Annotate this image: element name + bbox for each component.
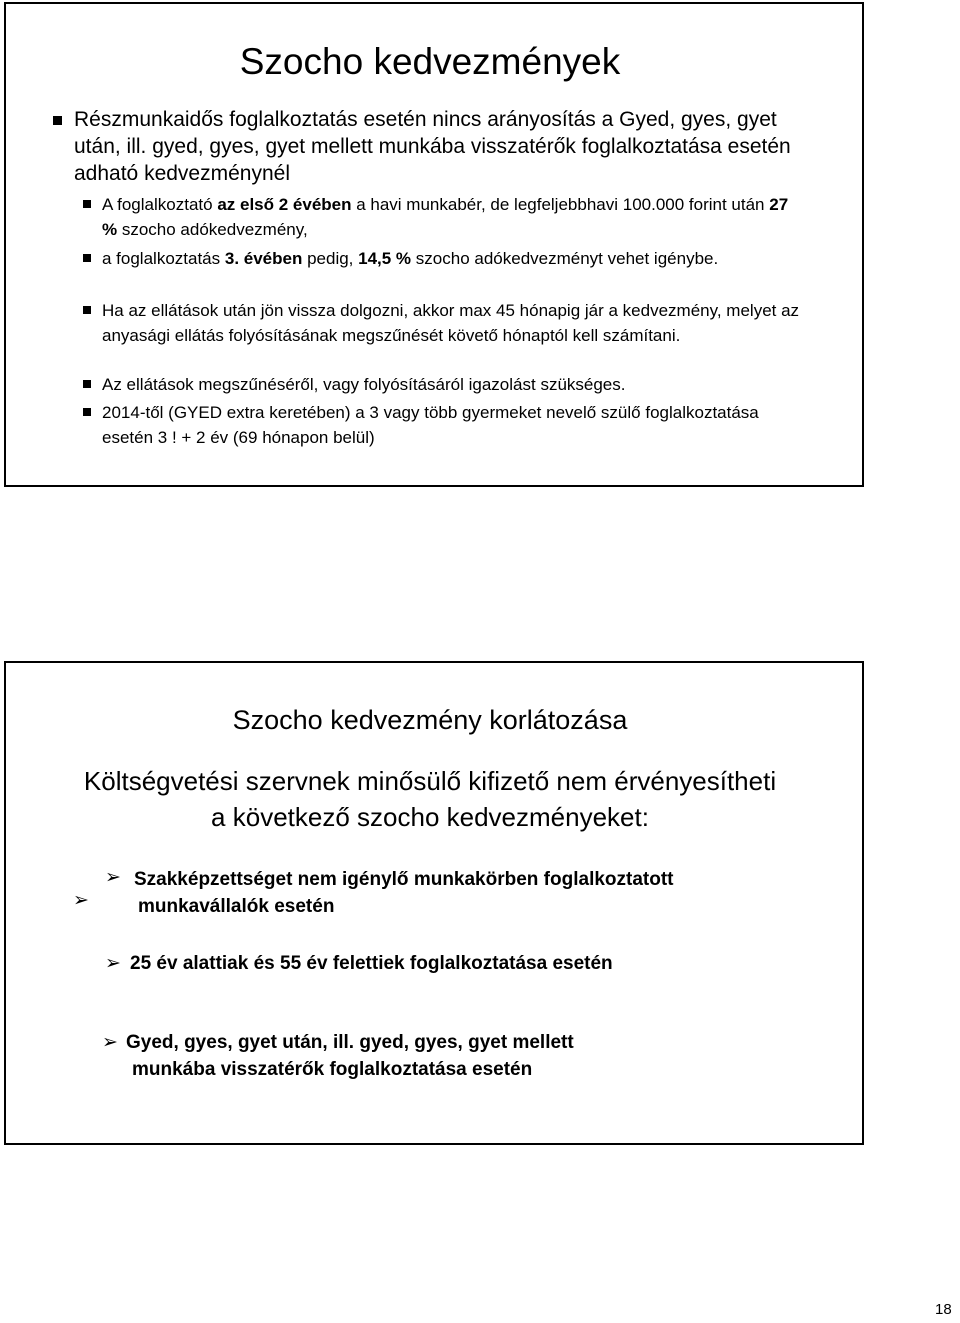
page-number: 18 (935, 1301, 952, 1318)
restriction-item-3-line-2: munkába visszatérők foglalkoztatása esetén (132, 1059, 533, 1080)
sub-bullet-4: Az ellátások megszűnéséről, vagy folyósításáról igazolást szükséges. (102, 375, 626, 394)
slide-2-intro (20, 763, 840, 835)
sub-bullet-2-text: szocho adókedvezményt vehet igénybe. (411, 249, 719, 268)
slide-1-title: Szocho kedvezmények (239, 41, 621, 82)
arrow-bullet-icon: ➢ (73, 890, 89, 911)
slide-2-title: Szocho kedvezmény korlátozása (232, 705, 628, 735)
sub-bullet-2-text: pedig, (302, 249, 359, 268)
square-bullet-icon (83, 254, 91, 262)
sub-bullet-2-text: a foglalkoztatás (102, 249, 225, 268)
sub-bullet-5: 2014-től (GYED extra keretében) a 3 vagy több gyermeket nevelő szülő foglalkoztatása esetén 3 ! + 2 év (69 hónapon belül) (102, 403, 759, 447)
restriction-item-2 (130, 950, 613, 977)
square-bullet-icon (53, 116, 62, 125)
square-bullet-icon (83, 200, 91, 208)
arrow-bullet-icon: ➢ (102, 1032, 118, 1053)
restriction-item-1-line-1: Szakképzettséget nem igénylő munkakörben foglalkoztatott (134, 869, 674, 890)
arrow-bullet-icon: ➢ (105, 867, 121, 888)
sub-bullet-3: Ha az ellátások után jön vissza dolgozni, akkor max 45 hónapig jár a kedvezmény, melyet az anyasági ellátás folyósításának megszűnését követő hónaptól kell számítani. (102, 301, 800, 345)
sub-bullet-1-bold: az első 2 évében (217, 195, 352, 214)
square-bullet-icon (83, 380, 91, 388)
main-bullet-text: Részmunkaidős foglalkoztatás esetén nincs arányosítás a Gyed, gyes, gyet után, ill. gyed, gyes, gyet mellett munkába visszatérők foglalkoztatása esetén adható kedvezménynél (74, 108, 791, 185)
sub-bullet-2-bold: 3. évében (224, 249, 303, 268)
restriction-item-3-line-1: Gyed, gyes, gyet után, ill. gyed, gyes, gyet mellett (126, 1032, 574, 1053)
sub-bullet-2 (102, 246, 802, 271)
restriction-item-1-line-2: munkavállalók esetén (138, 896, 335, 917)
restriction-item-3 (126, 1029, 574, 1083)
sub-bullet-1-text: A foglalkoztató (102, 195, 218, 214)
intro-line-1: Költségvetési szervnek minősülő kifizető nem érvényesítheti (83, 766, 777, 796)
square-bullet-icon (83, 306, 91, 314)
sub-bullet-1-text: a havi munkabér, de legfeljebbhavi 100.000 forint után (351, 195, 770, 214)
sub-bullet-1-bold: 27 % (102, 195, 789, 239)
restriction-item-1 (134, 866, 674, 920)
sub-bullet-1 (102, 192, 802, 242)
square-bullet-icon (83, 408, 91, 416)
sub-bullet-2-bold: 14,5 % (358, 249, 412, 268)
intro-line-2: a következő szocho kedvezményeket: (211, 802, 649, 832)
sub-bullet-1-text: szocho adókedvezmény, (117, 220, 308, 239)
arrow-bullet-icon: ➢ (105, 953, 121, 974)
restriction-item-2-line-1: 25 év alattiak és 55 év felettiek foglalkoztatása esetén (130, 953, 613, 974)
